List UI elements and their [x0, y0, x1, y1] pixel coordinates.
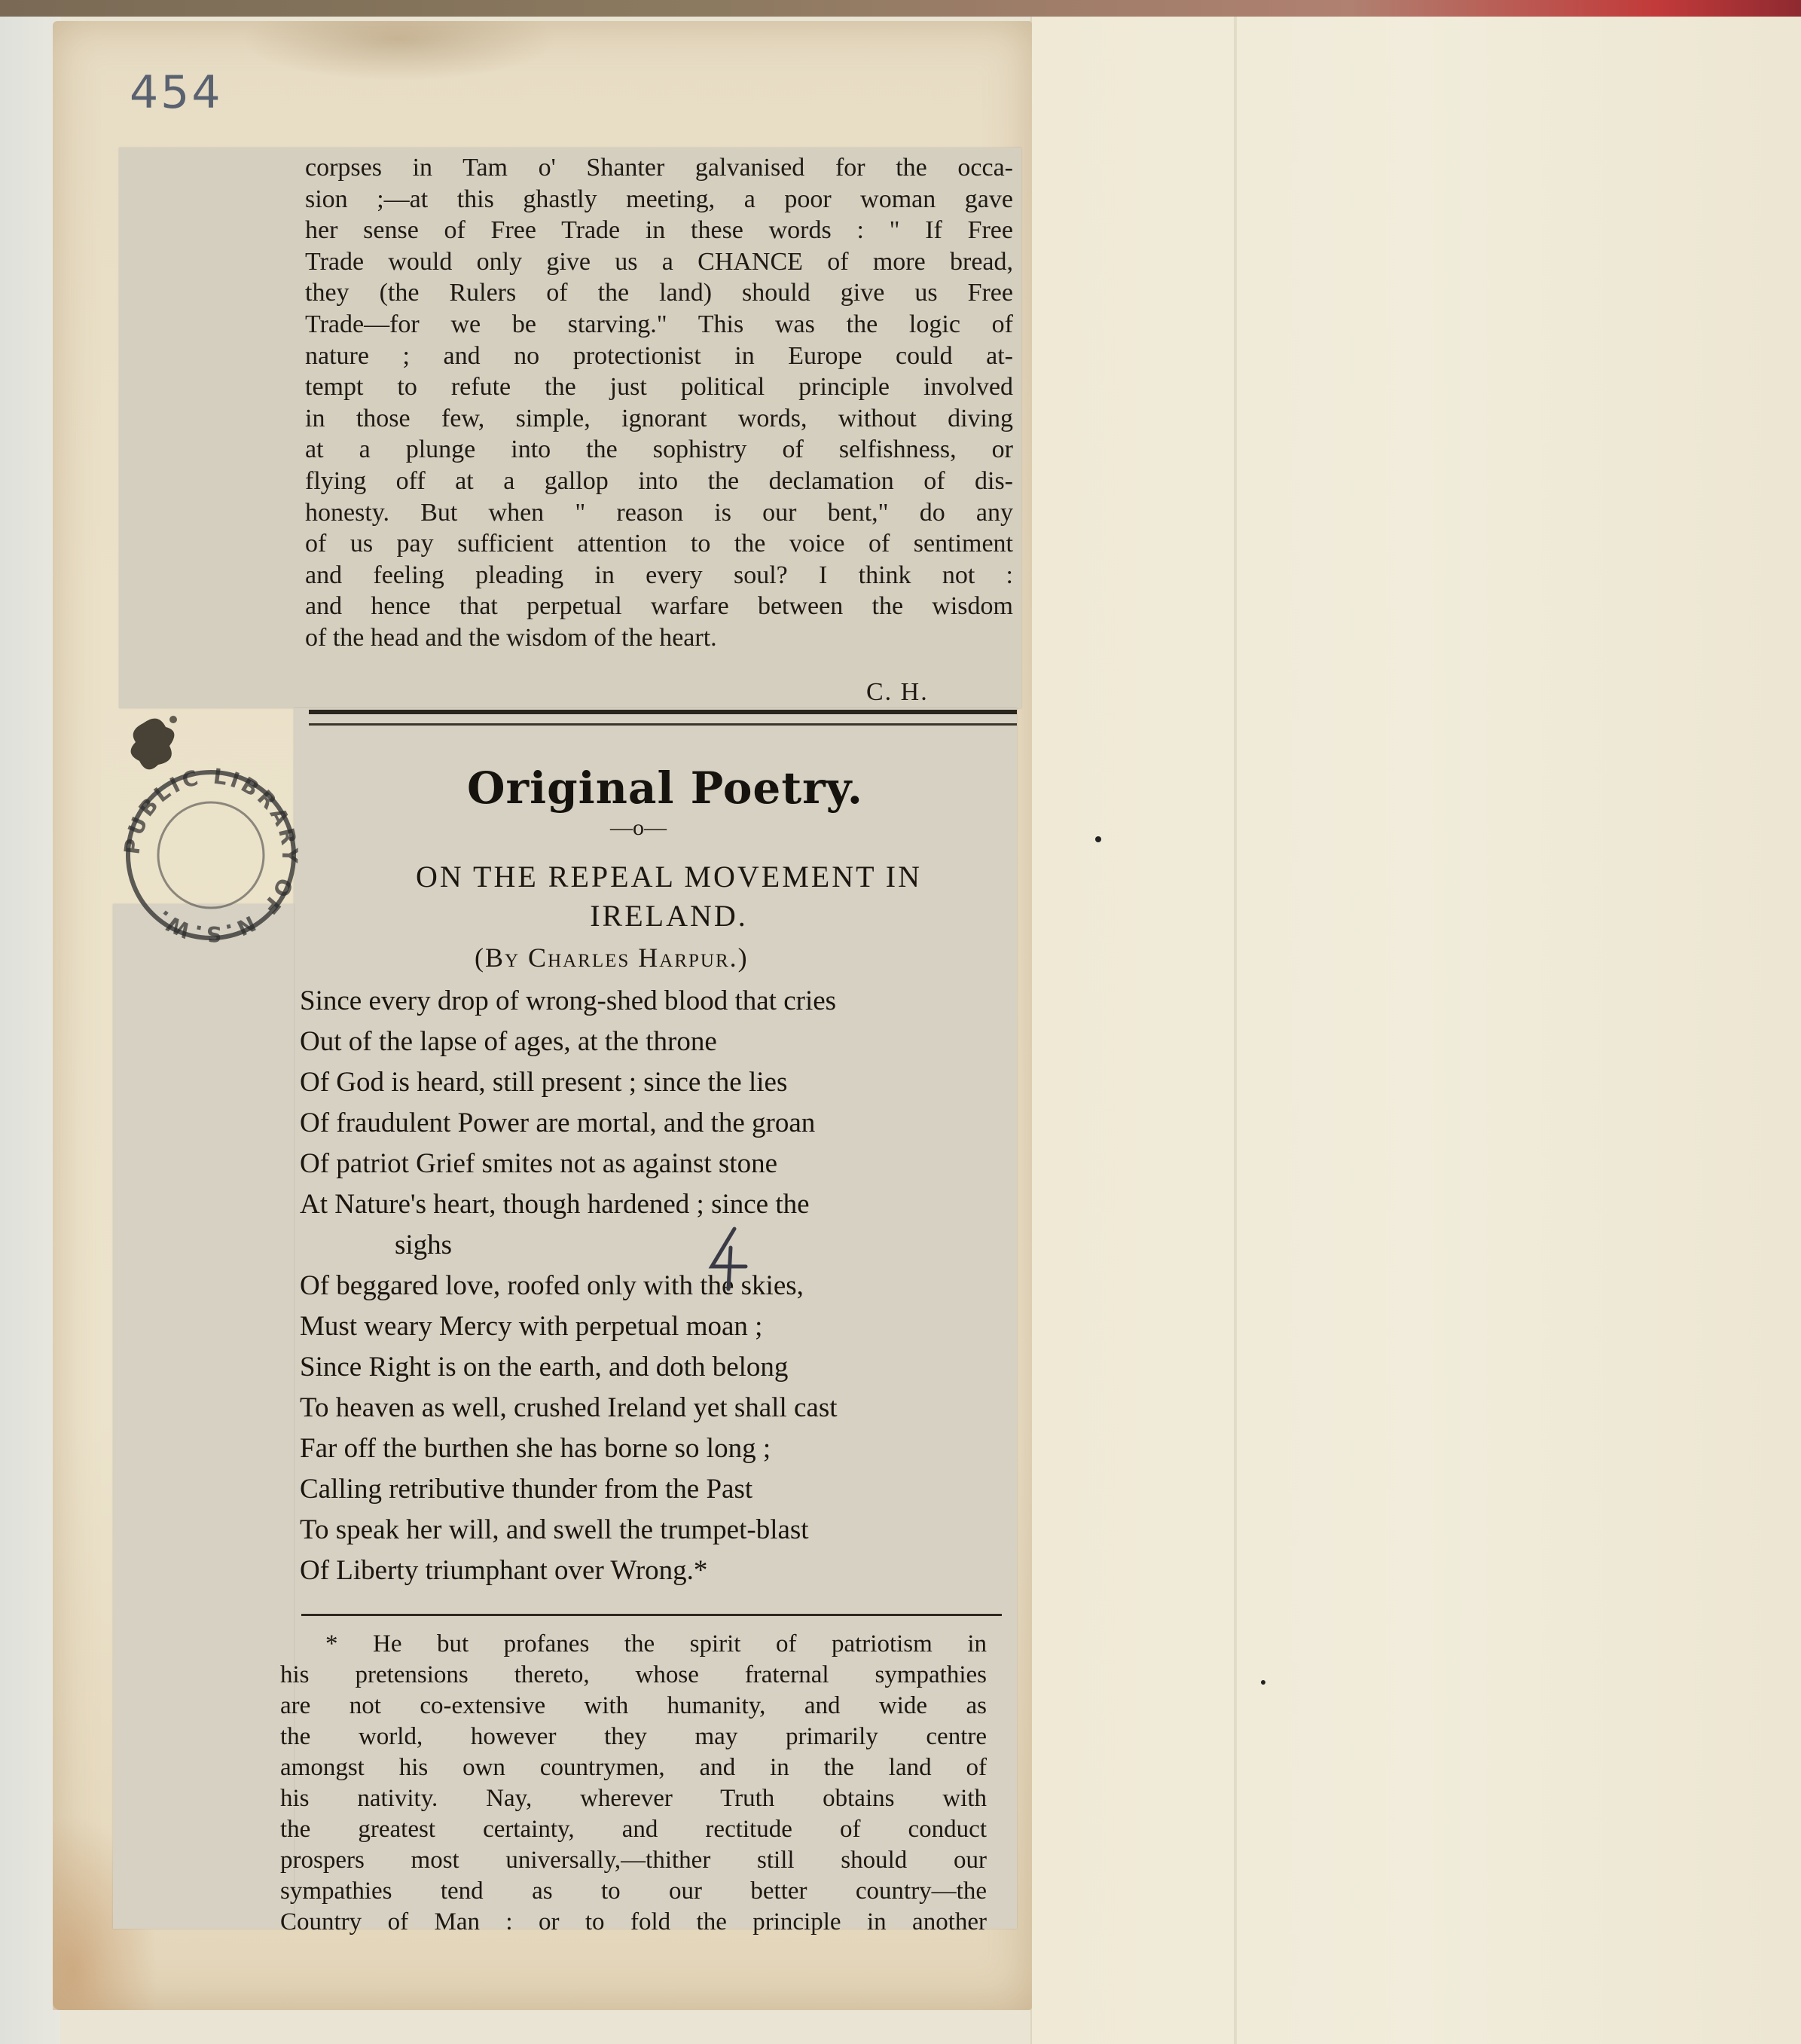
- prose-line: tempt to refute the just political principle involved: [305, 373, 1013, 402]
- handwritten-page-number: 454: [130, 66, 223, 119]
- poem-line: Out of the lapse of ages, at the throne: [300, 1026, 717, 1057]
- stamp-text: PUBLIC LIBRARY OF N.S.W.: [119, 763, 303, 947]
- prose-line: and feeling pleading in every soul? I think not :: [305, 561, 1013, 589]
- foxing-stain-top: [241, 21, 557, 81]
- prose-line: her sense of Free Trade in these words : " If Free: [305, 216, 1013, 245]
- album-top-edge: [0, 0, 1801, 17]
- section-heading: Original Poetry.: [467, 762, 863, 814]
- footnote-line: prospers most universally,—thither still should our: [280, 1847, 987, 1874]
- left-backing: [0, 17, 60, 2044]
- poem-line: To speak her will, and swell the trumpet-blast: [300, 1514, 809, 1545]
- poem-line: Must weary Mercy with perpetual moan ;: [300, 1311, 763, 1342]
- prose-line: they (the Rulers of the land) should give us Free: [305, 279, 1013, 307]
- footnote-line: his pretensions thereto, whose fraternal sympathies: [280, 1661, 987, 1688]
- heading-ornament: —o—: [610, 815, 667, 840]
- prose-line: in those few, simple, ignorant words, without diving: [305, 404, 1013, 432]
- poem-line: Of fraudulent Power are mortal, and the groan: [300, 1108, 816, 1138]
- prose-line: of the head and the wisdom of the heart.: [305, 623, 717, 652]
- footnote-line: the greatest certainty, and rectitude of conduct: [280, 1816, 987, 1843]
- prose-line: nature ; and no protectionist in Europe could at-: [305, 341, 1013, 370]
- poem-line: Since Right is on the earth, and doth belong: [300, 1352, 789, 1383]
- poem-line: To heaven as well, crushed Ireland yet shall cast: [300, 1392, 838, 1423]
- poem-line: Calling retributive thunder from the Past: [300, 1474, 753, 1505]
- footnote-line: Country of Man : or to fold the principle in another: [280, 1908, 987, 1936]
- section-divider-thick: [309, 710, 1017, 714]
- prose-line: Trade—for we be starving." This was the logic of: [305, 310, 1013, 338]
- newspaper-clipping-footnote-margin: [113, 904, 294, 1929]
- poem-line: Of Liberty triumphant over Wrong.*: [300, 1555, 708, 1586]
- author-initials: C. H.: [866, 678, 929, 706]
- prose-line: honesty. But when " reason is our bent," do any: [305, 498, 1013, 527]
- footnote-line: are not co-extensive with humanity, and wide as: [280, 1692, 987, 1719]
- poem-body: [300, 981, 1000, 1591]
- poem-line: Of beggared love, roofed only with the skies,: [300, 1270, 804, 1301]
- prose-line: sion ;—at this ghastly meeting, a poor woman gave: [305, 185, 1013, 213]
- prose-line: of us pay sufficient attention to the voice of sentiment: [305, 530, 1013, 558]
- library-stamp: [117, 761, 305, 949]
- handwritten-correction: [697, 1225, 757, 1293]
- prose-line: flying off at a gallop into the declamation of dis-: [305, 466, 1013, 495]
- poem-line: Of God is heard, still present ; since the lies: [300, 1067, 788, 1098]
- footnote-line: the world, however they may primarily centre: [280, 1723, 987, 1750]
- prose-line: corpses in Tam o' Shanter galvanised for the occa-: [305, 154, 1013, 182]
- poem-title: ON THE REPEAL MOVEMENT IN IRELAND.: [415, 860, 922, 933]
- prose-line: and hence that perpetual warfare between the wisdom: [305, 592, 1013, 621]
- poem-author: (By Charles Harpur.): [475, 943, 749, 973]
- footnote-divider: [301, 1614, 1002, 1616]
- poem-footnote: [280, 1629, 987, 1938]
- poem-line: At Nature's heart, though hardened ; since the: [300, 1189, 810, 1220]
- blank-album-page: [1030, 17, 1801, 2044]
- paper-speck: [1095, 836, 1101, 842]
- poem-line-continuation: sighs: [395, 1230, 453, 1260]
- paper-speck: [1261, 1680, 1265, 1685]
- footnote-line: amongst his own countrymen, and in the land of: [280, 1754, 987, 1781]
- article-prose: [305, 152, 1013, 654]
- poem-line: Of patriot Grief smites not as against stone: [300, 1148, 778, 1179]
- poem-line: Since every drop of wrong-shed blood that cries: [300, 985, 837, 1016]
- footnote-line: sympathies tend as to our better country—the: [280, 1877, 987, 1905]
- footnote-line: * He but profanes the spirit of patriotism in: [325, 1630, 987, 1658]
- prose-line: at a plunge into the sophistry of selfishness, or: [305, 435, 1013, 464]
- prose-line: Trade would only give us a CHANCE of more bread,: [305, 247, 1013, 276]
- footnote-line: his nativity. Nay, wherever Truth obtains with: [280, 1785, 987, 1812]
- poem-line: Far off the burthen she has borne so long ;: [300, 1433, 771, 1464]
- page-edge-line: [1234, 17, 1237, 2044]
- section-divider-thin: [309, 723, 1017, 726]
